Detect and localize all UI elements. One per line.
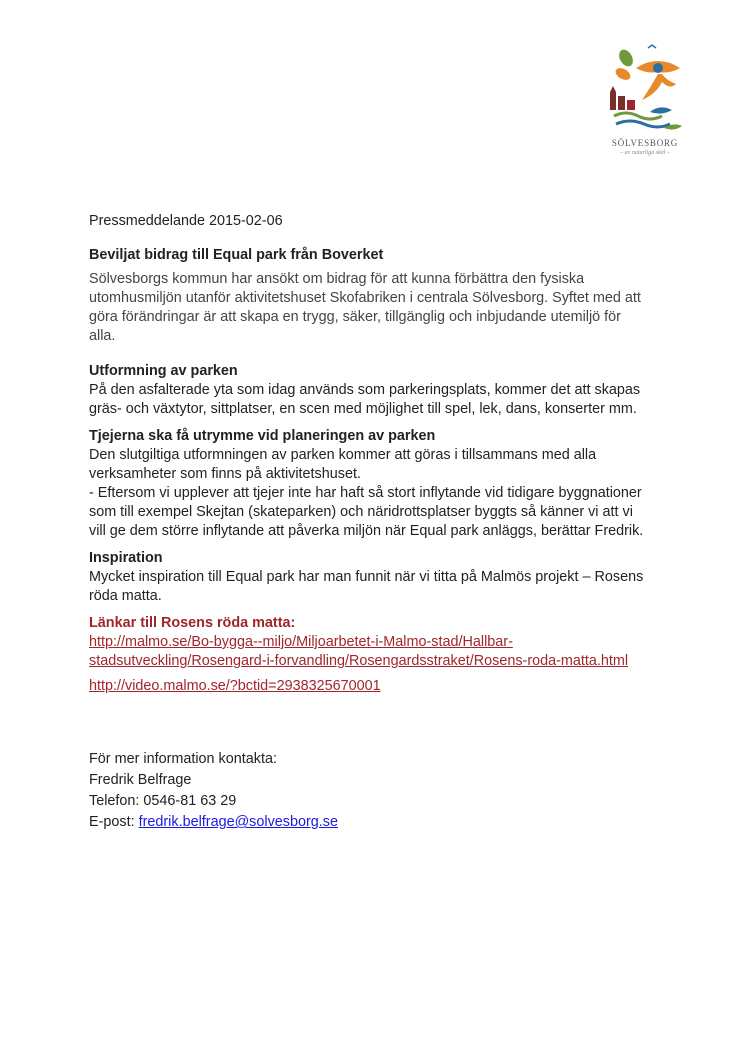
logo-wordmark: SÖLVESBORG (611, 138, 679, 148)
section-body: På den asfalterade yta som idag används som parkeringsplats, kommer det att skapas gräs- och växtytor, sittplatser, en scen med möjlighet till spel, lek, dans, konserter mm. (89, 382, 641, 417)
rosens-roda-matta-link[interactable]: http://malmo.se/Bo-bygga--miljo/Miljoarbetet-i-Malmo-stad/Hallbar-stadsutveckling/Rosengard-i-forvandling/Rosengardsstraket/Rosens-roda-matta.html (89, 634, 629, 669)
logo-emblem-icon (600, 44, 690, 136)
section-heading: Tjejerna ska få utrymme vid planeringen av parken (89, 428, 436, 444)
contact-name: Fredrik Belfrage (89, 772, 192, 788)
section-girls-space (89, 427, 649, 541)
section-heading: Utformning av parken (89, 363, 238, 379)
links-heading: Länkar till Rosens röda matta: (89, 615, 296, 631)
lede-paragraph: Sölvesborgs kommun har ansökt om bidrag för att kunna förbättra den fysiska utomhusmiljön utanför aktivitetshuset Skofabriken i centrala Sölvesborg. Syftet med att göra förändringar är att skapa en trygg, säker, tillgänglig och inbjudande utemiljö för alla. (89, 271, 641, 344)
contact-intro: För mer information kontakta: (89, 751, 277, 767)
press-release-date: Pressmeddelande 2015-02-06 (89, 213, 283, 229)
email-label: E-post: (89, 814, 139, 830)
section-park-design (89, 362, 649, 419)
contact-phone: Telefon: 0546-81 63 29 (89, 793, 237, 809)
video-link[interactable]: http://video.malmo.se/?bctid=2938325670001 (89, 678, 381, 694)
logo-tagline: – av naturliga skäl – (620, 150, 670, 156)
email-link[interactable]: fredrik.belfrage@solvesborg.se (138, 814, 338, 830)
press-release-title: Beviljat bidrag till Equal park från Boverket (89, 247, 384, 263)
contact-block (89, 749, 649, 833)
section-quote: - Eftersom vi upplever att tjejer inte har haft så stort inflytande vid tidigare byggnationer som till exempel Skejtan (skateparken) och näridrottsplatser byggts så känner vi att vi vill ge dem större inflytande att påverka miljön när Equal park anläggs, berättar Fredrik. (89, 485, 644, 539)
section-inspiration (89, 549, 649, 606)
contact-email-line (89, 812, 649, 833)
section-heading: Inspiration (89, 550, 163, 566)
municipality-logo (600, 44, 690, 162)
section-body: Mycket inspiration till Equal park har man funnit när vi titta på Malmös projekt – Rosens röda matta. (89, 569, 644, 604)
section-body: Den slutgiltiga utformningen av parken kommer att göras i tillsammans med alla verksamheter som finns på aktivitetshuset. (89, 447, 597, 482)
press-release-body (89, 212, 649, 833)
section-links (89, 614, 649, 696)
